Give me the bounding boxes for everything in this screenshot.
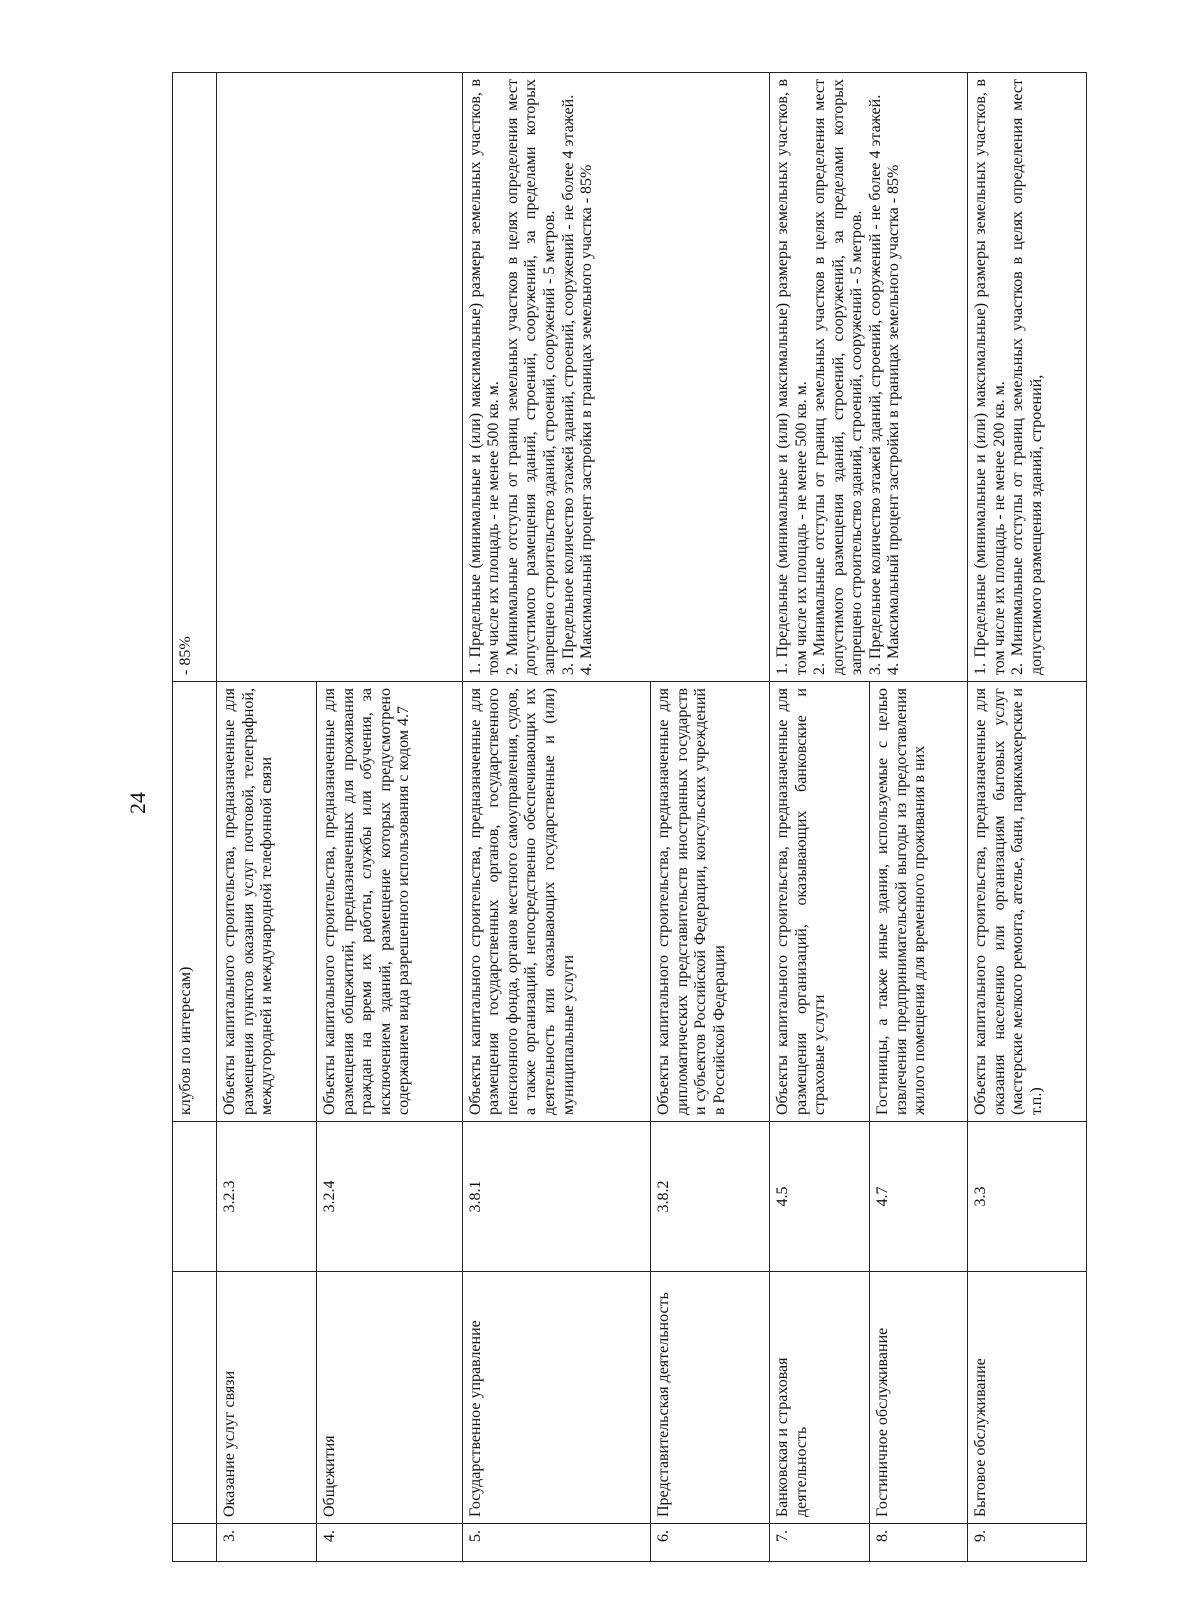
parameter-line: 1. Предельные (минимальные и (или) максимальные) размеры земельных участков, в том числе их площадь - не менее 500 кв. м. [773, 79, 810, 675]
cell-use-code: 3.2.4 [317, 1122, 463, 1272]
cell-use-code: 3.8.2 [651, 1122, 770, 1272]
parameter-line: 3. Предельное количество этажей зданий, строений, сооружений - не более 4 этажей. [559, 94, 577, 675]
cell-description: Объекты капитального строительства, предназначенные для размещения пунктов оказания услуг почтовой, телеграфной, междугородней и международной телефонной связи [217, 682, 317, 1122]
table-row-continuation [173, 73, 217, 1562]
cell-use-code: 4.5 [769, 1122, 869, 1272]
cell-parameters: - 85% [173, 73, 217, 682]
parameter-line: 4. Максимальный процент застройки в границах земельного участка - 85% [578, 164, 596, 675]
cell-description: Объекты капитального строительства, предназначенные для дипломатических представительств иностранных государств и субъектов Российской Федерации, консульских учреждений в Российской Федерации [651, 682, 770, 1122]
cell-empty [173, 1272, 217, 1524]
rotated-table-container [172, 72, 1087, 1562]
cell-use-name: Общежития [317, 1272, 463, 1524]
cell-parameters [769, 73, 967, 682]
cell-use-name: Банковская и страховая деятельность [769, 1272, 869, 1524]
cell-use-name: Бытовое обслуживание [968, 1272, 1087, 1524]
parameter-line: 1. Предельные (минимальные и (или) максимальные) размеры земельных участков, в том числе их площадь - не менее 200 кв. м. [972, 79, 1008, 675]
cell-parameters [968, 73, 1087, 682]
parameter-line: 2. Минимальные отступы от границ земельных участков в целях определения мест допустимого размещения зданий, строений, [1009, 79, 1045, 675]
cell-use-code: 3.8.1 [462, 1122, 650, 1272]
table-row [217, 73, 317, 1562]
zoning-table [172, 72, 1087, 1562]
parameter-line: 3. Предельное количество этажей зданий, строений, сооружений - не более 4 этажей. [866, 94, 884, 675]
cell-use-code: 3.3 [968, 1122, 1087, 1272]
cell-use-name: Представительская деятельность [651, 1272, 770, 1524]
parameter-line: 2. Минимальные отступы от границ земельных участков в целях определения мест допустимого размещения зданий, строений, сооружений, за пределами которых запрещено строительство зданий, строений, сооружений - 5 метров. [503, 79, 558, 675]
cell-description: Гостиницы, а также иные здания, используемые с целью извлечения предпринимательской выгоды из предоставления жилого помещения для временного проживания в них [870, 682, 968, 1122]
cell-parameters-empty [217, 73, 463, 682]
cell-description: Объекты капитального строительства, предназначенные для размещения общежитий, предназначенных для проживания граждан на время их работы, службы или обучения, за исключением зданий, размещение которых предусмотрено содержанием вида разрешенного использования с кодом 4.7 [317, 682, 463, 1122]
parameter-line: 1. Предельные (минимальные и (или) максимальные) размеры земельных участков, в том числе их площадь - не менее 500 кв. м. [466, 79, 503, 675]
table-row [462, 73, 650, 1562]
cell-use-name: Государственное управление [462, 1272, 650, 1524]
cell-empty [173, 1122, 217, 1272]
cell-number: 9. [968, 1524, 1087, 1562]
cell-use-name: Оказание услуг связи [217, 1272, 317, 1524]
cell-parameters [462, 73, 769, 682]
table-row [769, 73, 869, 1562]
parameter-line: 2. Минимальные отступы от границ земельных участков в целях определения мест допустимого размещения зданий, строений, сооружений, за пределами которых запрещено строительство зданий, строений, сооружений - 5 метров. [811, 79, 866, 675]
cell-empty [173, 1524, 217, 1562]
cell-use-code: 3.2.3 [217, 1122, 317, 1272]
page-number: 24 [125, 792, 150, 814]
cell-number: 3. [217, 1524, 317, 1562]
cell-use-name: Гостиничное обслуживание [870, 1272, 968, 1524]
cell-description: Объекты капитального строительства, предназначенные для размещения государственных органов, государственного пенсионного фонда, органов местного самоуправления, судов, а также организаций, непосредственно обеспечивающих их деятельность или оказывающих государственные и (или) муниципальные услуги [462, 682, 650, 1122]
cell-number: 6. [651, 1524, 770, 1562]
cell-number: 7. [769, 1524, 869, 1562]
cell-description: Объекты капитального строительства, предназначенные для оказания населению или организациям бытовых услуг (мастерские мелкого ремонта, ателье, бани, парикмахерские и т.п.) [968, 682, 1087, 1122]
parameter-line: 4. Максимальный процент застройки в границах земельного участка - 85% [885, 164, 903, 675]
table-row [968, 73, 1087, 1562]
cell-use-code: 4.7 [870, 1122, 968, 1272]
cell-number: 5. [462, 1524, 650, 1562]
cell-number: 8. [870, 1524, 968, 1562]
cell-description: Объекты капитального строительства, предназначенные для размещения организаций, оказывающих банковские и страховые услуги [769, 682, 869, 1122]
cell-number: 4. [317, 1524, 463, 1562]
cell-description: клубов по интересам) [173, 682, 217, 1122]
